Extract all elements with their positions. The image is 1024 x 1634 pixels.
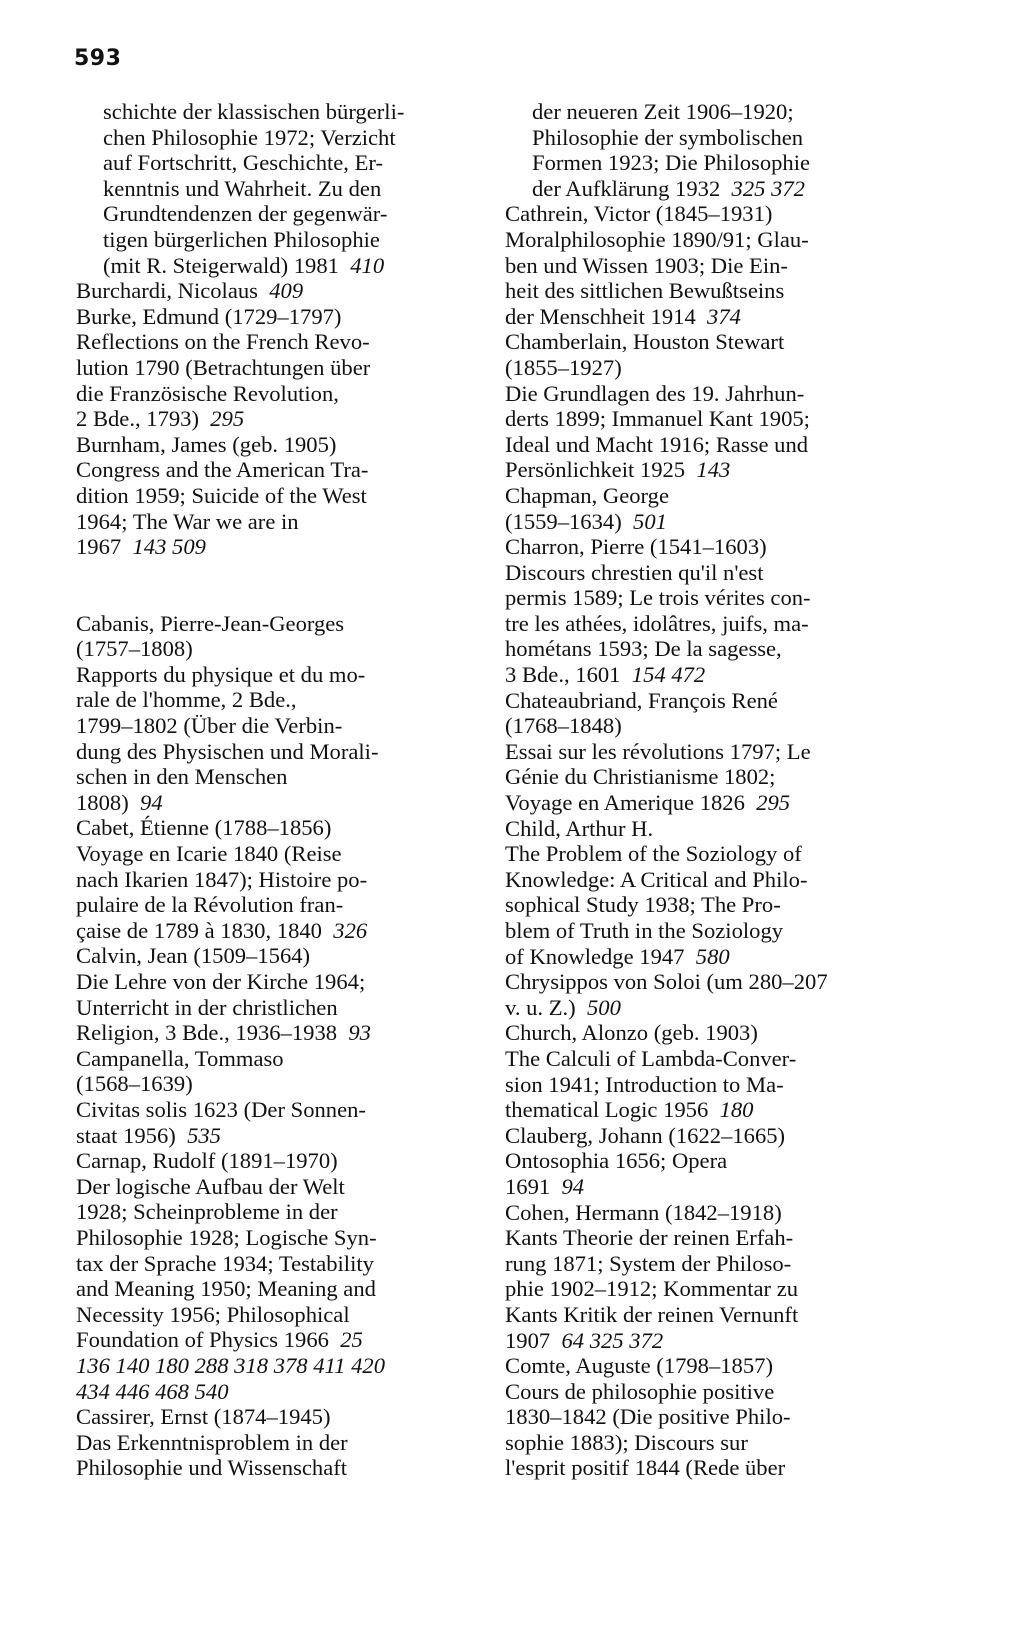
entry-text: of Knowledge 1947 <box>505 943 685 969</box>
index-entry-line <box>76 764 476 790</box>
index-entry-line <box>505 866 945 893</box>
index-entry <box>76 943 476 1045</box>
page-references: 295 <box>744 790 791 816</box>
page-references: 295 <box>199 406 245 432</box>
entry-text: Cohen, Hermann (1842–1918) <box>505 1199 782 1225</box>
entry-text: heit des sittlichen Bewußtseins <box>505 278 785 304</box>
index-entry-continuation <box>76 99 476 278</box>
index-entry-line <box>76 636 476 662</box>
entry-text: Cabet, Étienne (1788–1856) <box>76 815 332 841</box>
entry-text: Die Lehre von der Kirche 1964; <box>76 969 366 994</box>
index-entry-line <box>103 227 476 253</box>
index-entry-heading <box>76 1045 476 1072</box>
entry-text: Religion, 3 Bde., 1936–1938 <box>76 1020 338 1046</box>
entry-text: Grundtendenzen der gegenwär- <box>103 201 388 227</box>
page-references: 180 <box>708 1097 754 1123</box>
index-entry-line <box>76 1020 476 1046</box>
index-entry-line <box>505 278 945 304</box>
index-entry-line <box>505 1097 945 1123</box>
index-entry-heading <box>505 482 945 509</box>
entry-text: Burke, Edmund (1729–1797) <box>76 303 342 329</box>
entry-text: schichte der klassischen bürgerli- <box>103 99 405 124</box>
entry-text: derts 1899; Immanuel Kant 1905; <box>505 406 810 432</box>
index-entry <box>76 304 476 432</box>
entry-text: Chapman, George <box>505 482 669 508</box>
index-entry-line <box>505 457 945 483</box>
index-entry <box>505 1200 945 1354</box>
entry-text: Church, Alonzo (geb. 1903) <box>505 1020 758 1046</box>
entry-text: schen in den Menschen <box>76 764 288 790</box>
index-entry-line <box>505 252 945 279</box>
entry-text: Congress and the American Tra- <box>76 457 369 483</box>
entry-text: 1808) <box>76 789 129 815</box>
index-entry-heading <box>76 815 476 841</box>
index-entry-line <box>532 150 945 176</box>
index-entry <box>505 1353 945 1481</box>
index-entry-line <box>76 713 476 739</box>
page-references: 94 <box>550 1173 585 1199</box>
index-entry-line <box>505 943 945 970</box>
index-entry-line <box>505 790 945 816</box>
page-references: 325 372 <box>720 175 805 201</box>
entry-text: Carnap, Rudolf (1891–1970) <box>76 1148 338 1174</box>
index-entry <box>505 483 945 534</box>
entry-text: Foundation of Physics 1966 <box>76 1327 329 1353</box>
index-entry-line <box>505 610 945 637</box>
entry-text: (1757–1808) <box>76 636 193 662</box>
index-entry-line <box>505 406 945 432</box>
entry-text: pulaire de la Révolution fran- <box>76 892 344 918</box>
entry-text: Philosophie 1928; Logische Syn- <box>76 1224 377 1250</box>
entry-text: Unterricht in der christlichen <box>76 994 338 1020</box>
page-references: 93 <box>337 1020 371 1046</box>
left-column <box>76 99 476 1481</box>
index-entry-line <box>505 1148 945 1174</box>
entry-text: (1559–1634) <box>505 508 622 534</box>
entry-text: Philosophie und Wissenschaft <box>76 1455 348 1481</box>
page-references: 580 <box>684 943 730 969</box>
index-entry-line <box>76 406 476 432</box>
entry-text: 1928; Scheinprobleme in der <box>76 1199 338 1225</box>
index-entry-heading <box>505 1353 945 1379</box>
entry-text: der Menschheit 1914 <box>505 303 696 329</box>
entry-text: Knowledge: A Critical and Philo- <box>505 866 808 892</box>
index-entry-line <box>76 329 476 355</box>
index-entry-line <box>76 457 476 483</box>
entry-text: 1799–1802 (Über die Verbin- <box>76 713 343 739</box>
entry-text: Calvin, Jean (1509–1564) <box>76 943 311 969</box>
page-references: 64 325 372 <box>550 1327 664 1353</box>
entry-text: Comte, Auguste (1798–1857) <box>505 1353 773 1379</box>
entry-text: Philosophie der symbolischen <box>532 124 804 150</box>
index-entry-continuation <box>505 99 945 201</box>
index-entry <box>505 1123 945 1200</box>
index-entry-line <box>505 764 945 790</box>
index-entry-line <box>505 994 945 1021</box>
index-entry-line <box>505 1455 945 1481</box>
index-entry-line <box>76 841 476 867</box>
index-entry <box>505 969 945 1020</box>
index-entry-heading <box>505 534 945 560</box>
index-entry <box>505 534 945 688</box>
entry-text: Génie du Christianisme 1802; <box>505 764 776 790</box>
entry-text: 2 Bde., 1793) <box>76 406 199 432</box>
index-entry-heading <box>76 943 476 969</box>
index-entry-line <box>76 1199 476 1225</box>
index-entry-line <box>505 1045 945 1072</box>
index-entry-line <box>532 99 945 125</box>
index-entry <box>76 432 476 560</box>
entry-text: (1855–1927) <box>505 354 622 380</box>
entry-text: sophical Study 1938; The Pro- <box>505 892 781 918</box>
entry-text: The Problem of the Soziology of <box>505 841 802 867</box>
index-entry-line <box>76 892 476 918</box>
index-entry <box>76 1404 476 1481</box>
index-entry-line <box>505 1378 945 1405</box>
entry-text: dung des Physischen und Morali- <box>76 738 379 764</box>
index-entry-line <box>76 482 476 509</box>
entry-text: Burnham, James (geb. 1905) <box>76 431 337 457</box>
index-entry-line <box>76 380 476 407</box>
index-entry-line <box>103 150 476 176</box>
index-entry-line <box>505 303 945 330</box>
entry-text: Charron, Pierre (1541–1603) <box>505 534 767 560</box>
index-entry-heading <box>505 1122 945 1149</box>
index-entry-line <box>532 125 945 151</box>
entry-text: Der logische Aufbau der Welt <box>76 1173 345 1199</box>
entry-text: Formen 1923; Die Philosophie <box>532 150 811 176</box>
index-entry-line <box>76 738 476 765</box>
entry-text: rale de l'homme, 2 Bde., <box>76 687 297 713</box>
entry-text: Reflections on the French Revo- <box>76 329 370 355</box>
index-entry <box>76 611 476 816</box>
index-entry-line <box>103 253 476 279</box>
index-entry-line <box>505 1276 945 1302</box>
entry-text: Rapports du physique et du mo- <box>76 661 366 687</box>
entry-text: Persönlichkeit 1925 <box>505 457 686 483</box>
entry-text: thematical Logic 1956 <box>505 1097 709 1123</box>
entry-text: sion 1941; Introduction to Ma- <box>505 1071 784 1097</box>
index-entry-line <box>505 1250 945 1277</box>
entry-text: Chamberlain, Houston Stewart <box>505 329 785 355</box>
index-entry-line <box>505 431 945 458</box>
entry-text: permis 1589; Le trois vérites con- <box>505 585 811 611</box>
index-entry-heading <box>505 329 945 355</box>
index-entry-line <box>505 354 945 381</box>
page-references: 143 <box>685 457 731 483</box>
index-entry-line <box>505 918 945 944</box>
page-references: 143 509 <box>121 534 206 560</box>
page-references: 410 <box>338 252 385 278</box>
entry-text: auf Fortschritt, Geschichte, Er- <box>103 150 383 176</box>
entry-text: chen Philosophie 1972; Verzicht <box>103 124 396 150</box>
entry-text: Ontosophia 1656; Opera <box>505 1148 728 1174</box>
index-entry-line <box>76 1224 476 1251</box>
index-entry <box>76 1046 476 1148</box>
entry-text: (1568–1639) <box>76 1071 193 1097</box>
page-number: 593 <box>74 46 122 71</box>
index-entry-line <box>505 1225 945 1251</box>
index-entry-line <box>505 380 945 407</box>
index-entry-line <box>76 534 476 560</box>
index-entry-line <box>76 917 476 944</box>
index-entry-heading <box>76 431 476 458</box>
index-entry-line <box>103 176 476 202</box>
index-entry-line <box>103 99 476 125</box>
entry-text: Burchardi, Nicolaus <box>76 278 258 304</box>
entry-text: The Calculi of Lambda-Conver- <box>505 1045 797 1071</box>
index-entry-line <box>505 508 945 535</box>
index-entry-line <box>505 585 945 611</box>
index-entry-line <box>505 636 945 662</box>
index-entry-line <box>76 1327 476 1353</box>
entry-text: Kants Kritik der reinen Vernunft <box>505 1301 799 1327</box>
index-entry <box>505 201 945 329</box>
entry-text: (mit R. Steigerwald) 1981 <box>103 252 339 278</box>
entry-text: phie 1902–1912; Kommentar zu <box>505 1276 799 1302</box>
index-entry-line <box>76 994 476 1021</box>
entry-text: kenntnis und Wahrheit. Zu den <box>103 175 382 201</box>
entry-text: Civitas solis 1623 (Der Sonnen- <box>76 1096 366 1122</box>
page-references: 154 472 <box>620 662 706 688</box>
entry-text: der neueren Zeit 1906–1920; <box>532 99 794 124</box>
page-references: 94 <box>128 789 163 815</box>
entry-text: 1907 <box>505 1327 551 1353</box>
index-entry <box>505 816 945 970</box>
entry-text: lution 1790 (Betrachtungen über <box>76 354 371 380</box>
index-entry-line <box>505 1173 945 1200</box>
entry-text: staat 1956) <box>76 1122 176 1148</box>
index-entry-line <box>76 661 476 688</box>
entry-text: Cabanis, Pierre-Jean-Georges <box>76 610 345 636</box>
index-entry-line <box>76 866 476 893</box>
entry-text: Discours chrestien qu'il n'est <box>505 559 764 585</box>
index-entry-line <box>505 1429 945 1456</box>
entry-text: Voyage en Icarie 1840 (Reise <box>76 841 342 867</box>
entry-text: (1768–1848) <box>505 713 622 739</box>
entry-text: nach Ikarien 1847); Histoire po- <box>76 866 368 892</box>
entry-text: Essai sur les révolutions 1797; Le <box>505 738 811 764</box>
entry-text: rung 1871; System der Philoso- <box>505 1250 792 1276</box>
index-entry <box>76 278 476 304</box>
index-entry-line <box>76 354 476 381</box>
index-entry-line <box>76 969 476 995</box>
index-entry-line <box>505 841 945 867</box>
entry-text: and Meaning 1950; Meaning and <box>76 1276 376 1302</box>
section-break <box>76 560 476 611</box>
index-entry-line <box>76 687 476 713</box>
index-entry <box>76 1148 476 1404</box>
index-entry-line <box>76 1071 476 1097</box>
index-entry-line <box>103 201 476 227</box>
index-entry-line <box>505 1301 945 1328</box>
entry-text: Cours de philosophie positive <box>505 1378 775 1404</box>
index-entry-line <box>76 508 476 535</box>
entry-text: 1691 <box>505 1173 551 1199</box>
entry-text: çaise de 1789 à 1830, 1840 <box>76 917 322 943</box>
index-entry-heading <box>505 815 945 842</box>
entry-text: v. u. Z.) <box>505 994 576 1020</box>
index-entry-line <box>505 1327 945 1354</box>
index-entry <box>505 1020 945 1122</box>
entry-text: Moralphilosophie 1890/91; Glau- <box>505 226 809 252</box>
entry-text: ben und Wissen 1903; Die Ein- <box>505 252 788 278</box>
entry-text: dition 1959; Suicide of the West <box>76 482 367 508</box>
index-entry-line <box>103 125 476 151</box>
index-entry-line <box>505 713 945 739</box>
entry-text: l'esprit positif 1844 (Rede über <box>505 1455 786 1481</box>
entry-text: Ideal und Macht 1916; Rasse und <box>505 431 809 457</box>
page-references: 326 <box>321 917 368 943</box>
index-entry-line <box>505 559 945 586</box>
entry-text: Kants Theorie der reinen Erfah- <box>505 1225 794 1251</box>
index-entry-line <box>76 1173 476 1200</box>
index-entry-line <box>505 1404 945 1430</box>
entry-text: tigen bürgerlichen Philosophie <box>103 226 380 252</box>
index-entry-line <box>76 1122 476 1149</box>
index-entry-heading <box>76 610 476 637</box>
index-entry-line <box>76 1455 476 1481</box>
page-references: 434 446 468 540 <box>76 1378 229 1404</box>
entry-text: Campanella, Tommaso <box>76 1045 284 1071</box>
entry-text: 1967 <box>76 534 122 560</box>
page-references: 25 <box>328 1327 363 1353</box>
entry-text: Cassirer, Ernst (1874–1945) <box>76 1404 331 1430</box>
index-entry-heading <box>505 201 945 227</box>
entry-text: Necessity 1956; Philosophical <box>76 1301 350 1327</box>
index-entry-heading <box>76 303 476 330</box>
index-entry-line <box>76 1276 476 1302</box>
index-entry-line <box>532 176 945 202</box>
right-column <box>505 99 945 1481</box>
index-entry-line <box>76 1429 476 1456</box>
index-entry-line <box>76 789 476 816</box>
entry-text: sophie 1883); Discours sur <box>505 1429 748 1455</box>
entry-text: tax der Sprache 1934; Testability <box>76 1250 374 1276</box>
index-entry-heading <box>76 1148 476 1174</box>
index-entry-heading <box>505 1020 945 1046</box>
entry-text: Child, Arthur H. <box>505 815 654 841</box>
entry-text: Cathrein, Victor (1845–1931) <box>505 201 773 227</box>
entry-text: 1964; The War we are in <box>76 508 299 534</box>
entry-text: hométans 1593; De la sagesse, <box>505 636 782 662</box>
page-references: 501 <box>621 508 667 534</box>
entry-text: 3 Bde., 1601 <box>505 662 621 688</box>
page-references: 535 <box>175 1122 221 1148</box>
entry-text: 1830–1842 (Die positive Philo- <box>505 1404 791 1430</box>
page-references: 374 <box>695 303 741 329</box>
index-entry-heading <box>505 1199 945 1226</box>
entry-text: Das Erkenntnisproblem in der <box>76 1429 348 1455</box>
index-entry-heading <box>76 278 476 304</box>
page-references: 136 140 180 288 318 378 411 420 <box>76 1352 385 1378</box>
index-entry-heading <box>505 687 945 714</box>
index-entry <box>505 329 945 483</box>
index-entry-line <box>505 738 945 765</box>
index-entry-heading <box>505 969 945 995</box>
entry-text: die Französische Revolution, <box>76 380 339 406</box>
index-entry-line <box>505 1071 945 1098</box>
entry-text: Chateaubriand, François René <box>505 687 778 713</box>
entry-text: blem of Truth in the Soziology <box>505 918 784 943</box>
entry-text: Clauberg, Johann (1622–1665) <box>505 1122 786 1148</box>
index-entry-line <box>505 892 945 918</box>
entry-text: der Aufklärung 1932 <box>532 175 721 201</box>
page-references: 500 <box>575 994 621 1020</box>
entry-text: tre les athées, idolâtres, juifs, ma- <box>505 610 809 636</box>
index-entry-line <box>505 662 945 688</box>
page-references: 409 <box>257 278 304 304</box>
entry-text: Chrysippos von Soloi (um 280–207 <box>505 969 828 995</box>
index-entry <box>76 815 476 943</box>
index-entry-line <box>76 1250 476 1277</box>
entry-text: Die Grundlagen des 19. Jahrhun- <box>505 380 805 406</box>
index-entry-line <box>505 226 945 253</box>
index-entry-line <box>76 1301 476 1328</box>
entry-text: Voyage en Amerique 1826 <box>505 790 745 816</box>
index-entry-line <box>76 1096 476 1123</box>
index-entry-heading <box>76 1404 476 1430</box>
index-entry <box>505 688 945 816</box>
